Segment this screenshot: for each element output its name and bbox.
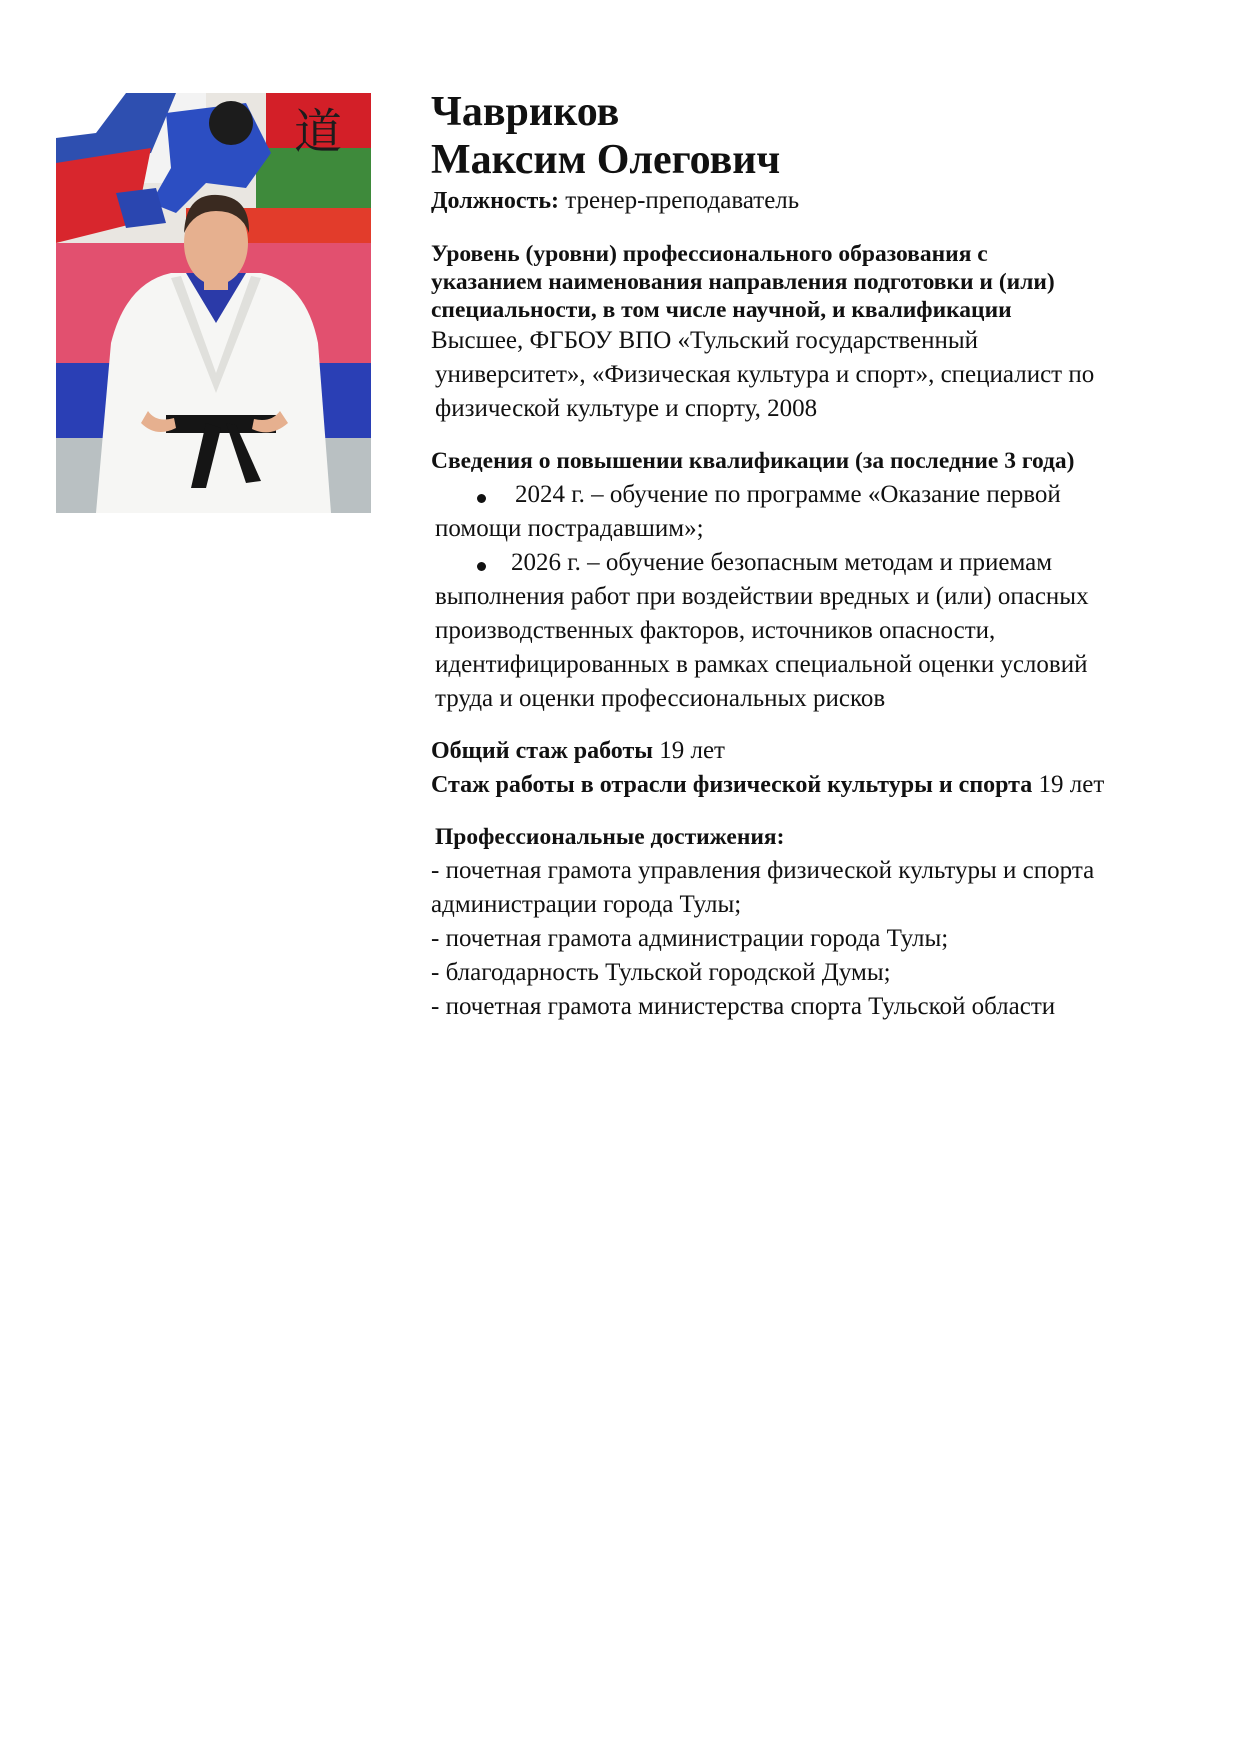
achievement-line: - почетная грамота администрации города Тулы; xyxy=(431,925,949,952)
education-text-line: университет», «Физическая культура и спорт», специалист по xyxy=(435,361,1095,388)
qualification-item-text: помощи пострадавшим»; xyxy=(435,515,704,542)
position-row xyxy=(431,184,1221,218)
sport-experience-row xyxy=(431,768,1221,802)
total-experience-row xyxy=(431,734,1221,768)
achievements-section xyxy=(431,820,1221,1024)
surname: Чавриков xyxy=(431,89,620,135)
sport-experience-label: Стаж работы в отрасли физической культуры и спорта xyxy=(431,772,1033,798)
qualification-item-text: труда и оценки профессиональных рисков xyxy=(435,685,886,712)
qualification-item-text: производственных факторов, источников опасности, xyxy=(435,617,996,644)
achievements-heading: Профессиональные достижения: xyxy=(435,824,785,850)
portrait-photo-illustration xyxy=(56,93,371,513)
education-text-line: физической культуре и спорту, 2008 xyxy=(435,395,818,422)
achievement-line: администрации города Тулы; xyxy=(431,891,742,918)
experience-section xyxy=(431,734,1221,802)
sport-experience-value: 19 лет xyxy=(1038,771,1105,798)
list-item xyxy=(431,546,1221,716)
education-text-line: Высшее, ФГБОУ ВПО «Тульский государственный xyxy=(431,327,979,354)
total-experience-value: 19 лет xyxy=(659,737,725,764)
achievement-line: - почетная грамота управления физической культуры и спорта xyxy=(431,857,1095,884)
qualification-item-text: идентифицированных в рамках специальной оценки условий xyxy=(435,651,1088,678)
bullet-icon xyxy=(477,562,486,571)
total-experience-label: Общий стаж работы xyxy=(431,738,653,764)
given-names: Максим Олегович xyxy=(431,137,781,183)
qualification-item-text: 2024 г. – обучение по программе «Оказание первой xyxy=(515,481,1061,508)
profile-content xyxy=(431,88,1221,1024)
achievement-line: - почетная грамота министерства спорта Тульской области xyxy=(431,993,1056,1020)
list-item xyxy=(431,478,1221,546)
qualification-section xyxy=(431,444,1221,716)
education-section xyxy=(431,240,1221,426)
bullet-icon xyxy=(477,494,486,503)
education-heading-line: специальности, в том числе научной, и квалификации xyxy=(431,297,1012,323)
position-value: тренер-преподаватель xyxy=(565,187,800,214)
svg-text:道: 道 xyxy=(294,104,343,160)
qualification-item-text: 2026 г. – обучение безопасным методам и приемам xyxy=(511,549,1053,576)
education-heading-line: Уровень (уровни) профессионального образования с xyxy=(431,241,988,267)
position-label: Должность: xyxy=(431,188,560,214)
education-heading-line: указанием наименования направления подготовки и (или) xyxy=(431,269,1055,295)
achievement-line: - благодарность Тульской городской Думы; xyxy=(431,959,891,986)
qualification-item-text: выполнения работ при воздействии вредных и (или) опасных xyxy=(435,583,1089,610)
qualification-heading: Сведения о повышении квалификации (за последние 3 года) xyxy=(431,448,1075,474)
portrait-photo xyxy=(56,93,371,513)
